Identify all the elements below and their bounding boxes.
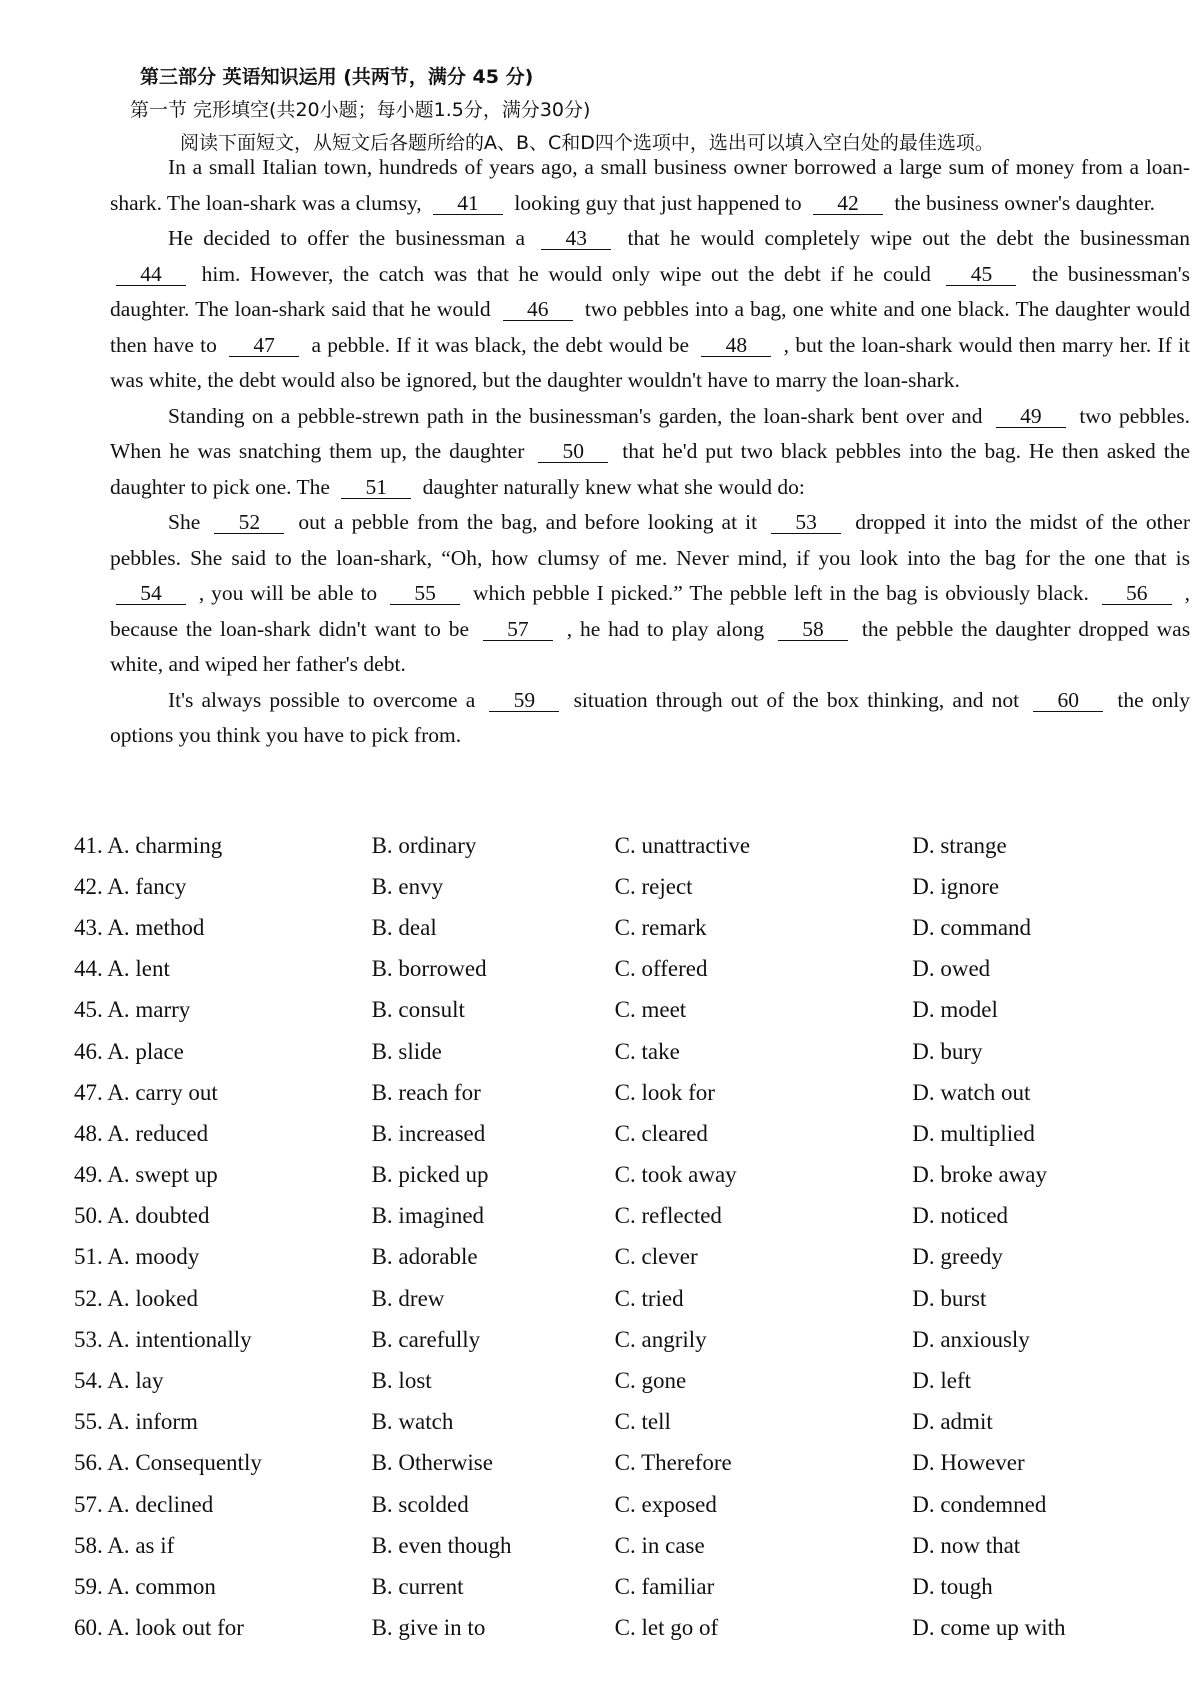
blank-55: 55 (390, 582, 460, 605)
blank-49: 49 (996, 405, 1066, 428)
option-c: C. Therefore (614, 1450, 732, 1476)
option-d: D. burst (912, 1285, 987, 1311)
option-a: 50. A. doubted (74, 1203, 210, 1229)
option-a: 41. A. charming (74, 832, 223, 858)
question-55-options (60, 1402, 1190, 1443)
option-b: B. borrowed (371, 956, 487, 982)
passage-text: that he'd put two black pebbles into the bag. He then asked the daughter to pick one. The (110, 439, 1190, 499)
option-d: D. admit (912, 1409, 993, 1435)
option-b: B. consult (371, 997, 465, 1023)
option-a: 59. A. common (74, 1573, 216, 1599)
option-a: 56. A. Consequently (74, 1450, 262, 1476)
option-c: C. reflected (614, 1203, 722, 1229)
option-c: C. angrily (614, 1326, 707, 1352)
option-b: B. lost (371, 1368, 432, 1394)
blank-50: 50 (538, 440, 608, 463)
option-b: B. current (371, 1573, 464, 1599)
option-d: D. model (912, 997, 998, 1023)
passage-text: , you will be able to (198, 581, 378, 605)
cloze-passage (110, 150, 1190, 754)
option-d: D. strange (912, 832, 1007, 858)
question-52-options (60, 1278, 1190, 1319)
question-50-options (60, 1196, 1190, 1237)
option-a: 46. A. place (74, 1038, 184, 1064)
question-42-options (60, 866, 1190, 907)
option-b: B. Otherwise (371, 1450, 493, 1476)
option-d: D. left (912, 1368, 971, 1394)
blank-48: 48 (701, 334, 771, 357)
option-c: C. tried (614, 1285, 684, 1311)
section-header (130, 62, 994, 155)
option-d: D. bury (912, 1038, 983, 1064)
question-57-options (60, 1484, 1190, 1525)
option-b: B. drew (371, 1285, 445, 1311)
question-47-options (60, 1072, 1190, 1113)
option-c: C. in case (614, 1532, 705, 1558)
option-c: C. tell (614, 1409, 671, 1435)
option-c: C. exposed (614, 1491, 717, 1517)
question-49-options (60, 1155, 1190, 1196)
blank-56: 56 (1102, 582, 1172, 605)
question-56-options (60, 1443, 1190, 1484)
option-c: C. look for (614, 1079, 715, 1105)
option-a: 49. A. swept up (74, 1162, 218, 1188)
blank-60: 60 (1033, 689, 1103, 712)
option-b: B. picked up (371, 1162, 489, 1188)
passage-text: looking guy that just happened to (514, 190, 802, 215)
answer-options (60, 825, 1190, 1649)
passage-text: the businessman's daughter. The loan-shark said that he would (110, 261, 1191, 321)
option-b: B. ordinary (371, 832, 477, 858)
blank-59: 59 (489, 689, 559, 712)
paragraph-4 (110, 505, 1190, 683)
option-b: B. increased (371, 1120, 486, 1146)
option-d: D. tough (912, 1573, 993, 1599)
question-59-options (60, 1566, 1190, 1607)
passage-text: daughter naturally knew what she would do: (422, 474, 805, 499)
option-c: C. cleared (614, 1120, 708, 1146)
option-d: D. noticed (912, 1203, 1009, 1229)
option-d: D. now that (912, 1532, 1021, 1558)
option-a: 43. A. method (74, 914, 205, 940)
blank-51: 51 (341, 476, 411, 499)
option-c: C. take (614, 1038, 680, 1064)
passage-text: which pebble I picked.” The pebble left in the bag is obviously black. (472, 581, 1089, 605)
instruction-text: 阅读下面短文，从短文后各题所给的A、B、C和D四个选项中，选出可以填入空白处的最佳选项。 (180, 132, 994, 154)
option-b: B. imagined (371, 1203, 485, 1229)
option-c: C. familiar (614, 1573, 715, 1599)
passage-text: dropped it into the midst of the other pebbles. She said to the loan-shark, “Oh, how clumsy of me. Never mind, if you look into the bag for the one that is (110, 510, 1190, 570)
passage-text: Standing on a pebble-strewn path in the businessman's garden, the loan-shark bent over and (168, 403, 983, 428)
option-c: C. gone (614, 1368, 687, 1394)
question-43-options (60, 907, 1190, 948)
option-d: D. multiplied (912, 1120, 1035, 1146)
option-d: D. ignore (912, 873, 1000, 899)
option-d: D. watch out (912, 1079, 1031, 1105)
option-a: 52. A. looked (74, 1285, 198, 1311)
passage-text: , he had to play along (566, 616, 765, 641)
passage-text: the business owner's daughter. (894, 190, 1156, 215)
option-a: 60. A. look out for (74, 1615, 244, 1641)
blank-44: 44 (116, 263, 186, 286)
option-b: B. give in to (371, 1615, 486, 1641)
option-c: C. remark (614, 914, 707, 940)
passage-text: In a small Italian town, hundreds of years ago, a small business owner borrowed a large sum of money from a loan-shark. The loan-shark was a clumsy, (110, 155, 1190, 215)
part-title: 第三部分 英语知识运用 (共两节，满分 45 分) (140, 66, 534, 88)
question-54-options (60, 1360, 1190, 1401)
passage-text: He decided to offer the businessman a (168, 226, 526, 250)
section-title: 第一节 完形填空(共20小题；每小题1.5分，满分30分) (130, 99, 591, 121)
passage-text: out a pebble from the bag, and before looking at it (298, 510, 758, 534)
option-a: 47. A. carry out (74, 1079, 218, 1105)
option-a: 51. A. moody (74, 1244, 200, 1270)
option-d: D. greedy (912, 1244, 1003, 1270)
option-d: D. broke away (912, 1162, 1047, 1188)
option-c: C. let go of (614, 1615, 719, 1641)
option-d: D. condemned (912, 1491, 1047, 1517)
question-44-options (60, 949, 1190, 990)
option-c: C. clever (614, 1244, 698, 1270)
question-51-options (60, 1237, 1190, 1278)
blank-46: 46 (503, 298, 573, 321)
question-41-options (60, 825, 1190, 866)
option-c: C. meet (614, 997, 687, 1023)
blank-45: 45 (946, 263, 1016, 286)
question-48-options (60, 1113, 1190, 1154)
passage-text: two pebbles into a bag, one white and one black. The daughter would then have to (110, 297, 1191, 357)
option-b: B. scolded (371, 1491, 469, 1517)
blank-43: 43 (541, 227, 611, 250)
option-b: B. slide (371, 1038, 442, 1064)
question-53-options (60, 1319, 1190, 1360)
passage-text: him. However, the catch was that he would only wipe out the debt if he could (201, 261, 931, 286)
option-d: D. command (912, 914, 1032, 940)
blank-42: 42 (813, 192, 883, 215)
blank-47: 47 (229, 334, 299, 357)
option-a: 48. A. reduced (74, 1120, 209, 1146)
blank-53: 53 (771, 511, 841, 534)
blank-41: 41 (433, 192, 503, 215)
option-a: 45. A. marry (74, 997, 191, 1023)
blank-52: 52 (214, 511, 284, 534)
passage-text: the pebble the daughter dropped was white, and wiped her father's debt. (110, 616, 1191, 676)
passage-text: , but the loan-shark would then marry her. If it was white, the debt would also be ignored, but the daughter wouldn't have to marry the loan-shark. (110, 332, 1191, 392)
option-a: 55. A. inform (74, 1409, 198, 1435)
option-b: B. carefully (371, 1326, 481, 1352)
blank-58: 58 (778, 618, 848, 641)
passage-text: the only options you think you have to pick from. (110, 687, 1190, 747)
question-58-options (60, 1525, 1190, 1566)
paragraph-5 (110, 683, 1190, 754)
option-c: C. reject (614, 873, 693, 899)
option-c: C. offered (614, 956, 708, 982)
option-d: D. anxiously (912, 1326, 1030, 1352)
option-b: B. even though (371, 1532, 512, 1558)
option-a: 44. A. lent (74, 956, 170, 982)
option-c: C. unattractive (614, 832, 751, 858)
option-d: D. However (912, 1450, 1025, 1476)
question-60-options (60, 1608, 1190, 1649)
option-c: C. took away (614, 1162, 737, 1188)
passage-text: a pebble. If it was black, the debt would be (311, 332, 690, 357)
option-b: B. deal (371, 914, 437, 940)
option-d: D. come up with (912, 1615, 1066, 1641)
option-b: B. watch (371, 1409, 454, 1435)
option-b: B. envy (371, 873, 444, 899)
passage-text: that he would completely wipe out the debt the businessman (627, 226, 1191, 250)
option-a: 57. A. declined (74, 1491, 214, 1517)
option-b: B. adorable (371, 1244, 478, 1270)
passage-text: She (168, 510, 201, 534)
paragraph-2 (110, 221, 1190, 399)
passage-text: It's always possible to overcome a (168, 687, 476, 712)
option-b: B. reach for (371, 1079, 481, 1105)
option-a: 53. A. intentionally (74, 1326, 252, 1352)
question-45-options (60, 990, 1190, 1031)
option-a: 42. A. fancy (74, 873, 187, 899)
passage-text: , because the loan-shark didn't want to be (110, 581, 1191, 641)
paragraph-3 (110, 399, 1190, 506)
blank-57: 57 (483, 618, 553, 641)
blank-54: 54 (116, 582, 186, 605)
option-a: 54. A. lay (74, 1368, 164, 1394)
passage-text: situation through out of the box thinking, and not (573, 687, 1020, 712)
option-d: D. owed (912, 956, 991, 982)
question-46-options (60, 1031, 1190, 1072)
option-a: 58. A. as if (74, 1532, 175, 1558)
paragraph-1 (110, 150, 1190, 221)
passage-text: two pebbles. When he was snatching them up, the daughter (110, 403, 1190, 463)
